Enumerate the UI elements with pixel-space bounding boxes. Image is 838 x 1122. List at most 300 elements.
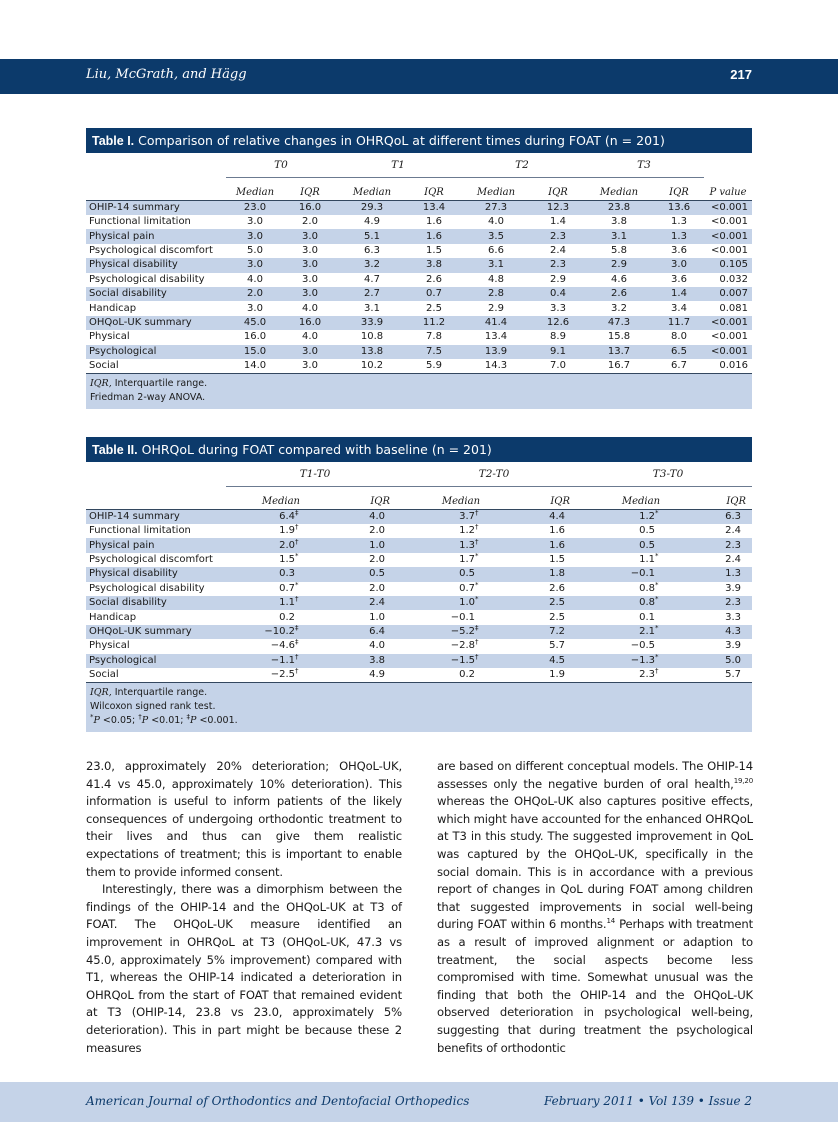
cell-value: 1.3 bbox=[459, 539, 476, 551]
table-2-grid bbox=[86, 462, 752, 682]
table-cell: 3.2 bbox=[611, 302, 627, 314]
table-cell: 16.0 bbox=[298, 202, 322, 213]
table-cell: 13.6 bbox=[667, 202, 691, 213]
table-row bbox=[86, 524, 752, 538]
cell-value: −0.1 bbox=[450, 611, 476, 623]
table-cell: 16.0 bbox=[243, 331, 267, 343]
table-cell: 0.105 bbox=[719, 259, 748, 271]
row-label: Psychological discomfort bbox=[89, 553, 213, 565]
row-label: Psychological bbox=[89, 345, 157, 357]
row-label: Physical pain bbox=[89, 539, 155, 551]
table-cell: −10.2‡ bbox=[264, 623, 299, 637]
column-header: Median bbox=[460, 178, 532, 201]
cell-value: 0.1 bbox=[639, 611, 656, 623]
table-cell: <0.001 bbox=[710, 345, 748, 357]
column-header: IQR bbox=[314, 487, 404, 510]
table-cell: 3.0 bbox=[247, 216, 263, 228]
table-row bbox=[86, 201, 752, 216]
table-cell bbox=[584, 639, 674, 653]
table-cell: 47.3 bbox=[607, 316, 631, 328]
cell-value: 1.9 bbox=[279, 525, 295, 537]
table-cell: 12.6 bbox=[546, 316, 570, 328]
table-cell: 1.3† bbox=[459, 537, 479, 551]
row-label: Physical disability bbox=[89, 259, 178, 271]
table-cell: 0.7* bbox=[279, 580, 299, 594]
table-row bbox=[86, 538, 752, 552]
table-cell bbox=[494, 538, 584, 552]
row-label: Social disability bbox=[89, 288, 167, 300]
table-cell: 3.1 bbox=[364, 302, 380, 314]
table-cell: 2.7 bbox=[364, 288, 380, 300]
table-cell: 3.5 bbox=[488, 230, 504, 242]
table-cell: 2.9 bbox=[550, 273, 566, 285]
table-cell: 13.4 bbox=[422, 202, 446, 213]
table-cell: 0.8* bbox=[639, 595, 659, 609]
cell-value: 2.0 bbox=[369, 553, 386, 565]
table-cell bbox=[314, 596, 404, 610]
table-cell bbox=[314, 553, 404, 567]
cell-value: 2.5 bbox=[549, 597, 566, 609]
table-cell: 3.4 bbox=[671, 302, 687, 314]
table-cell bbox=[494, 596, 584, 610]
cell-value: 2.1 bbox=[639, 625, 656, 637]
table-cell: 3.0 bbox=[247, 302, 263, 314]
table-cell: 9.1 bbox=[550, 345, 566, 357]
table-cell: 5.1 bbox=[364, 230, 380, 242]
table-cell: 1.3 bbox=[671, 216, 687, 228]
cell-value: −2.8 bbox=[450, 640, 476, 652]
table-cell: 1.5 bbox=[426, 244, 442, 256]
table-cell bbox=[314, 610, 404, 624]
row-label: OHQoL-UK summary bbox=[89, 316, 192, 328]
table-row bbox=[86, 287, 752, 301]
table-row bbox=[86, 345, 752, 359]
table-cell: 14.0 bbox=[243, 360, 267, 372]
table-cell: 2.1* bbox=[639, 623, 659, 637]
table-cell: 4.8 bbox=[488, 273, 504, 285]
table-cell: 7.8 bbox=[426, 331, 442, 343]
cell-value: 1.7 bbox=[459, 553, 476, 565]
table-cell: 2.4 bbox=[550, 244, 566, 256]
cell-value: 1.1 bbox=[279, 597, 295, 609]
table-row bbox=[86, 215, 752, 229]
cell-value: 2.3 bbox=[639, 669, 656, 681]
table-cell bbox=[584, 610, 674, 624]
cell-value: 0.8 bbox=[639, 582, 656, 594]
table-cell bbox=[226, 610, 314, 624]
table-cell: 0.8* bbox=[639, 580, 659, 594]
table-cell: 3.8 bbox=[611, 216, 627, 228]
table-cell: 6.3 bbox=[364, 244, 380, 256]
column-header: IQR bbox=[284, 178, 336, 201]
table-cell bbox=[404, 567, 494, 581]
group-header: T3 bbox=[584, 153, 704, 178]
column-header: Median bbox=[226, 487, 314, 510]
table-row bbox=[86, 567, 752, 581]
page-header bbox=[0, 59, 838, 94]
cell-value: 0.7 bbox=[279, 582, 295, 594]
cell-value: 5.7 bbox=[725, 669, 742, 681]
table-cell: <0.001 bbox=[710, 244, 748, 256]
table-2 bbox=[86, 437, 752, 732]
table-cell: 2.3 bbox=[550, 230, 566, 242]
table-cell bbox=[314, 639, 404, 653]
running-head-authors: Liu, McGrath, and Hägg bbox=[86, 67, 247, 82]
table-row bbox=[86, 244, 752, 258]
table-cell: 15.8 bbox=[607, 331, 631, 343]
table-cell: 1.5* bbox=[279, 551, 299, 565]
table-row bbox=[86, 316, 752, 330]
table-cell: −1.5† bbox=[450, 652, 479, 666]
table-cell: 3.0 bbox=[302, 230, 318, 242]
table-cell: 0.032 bbox=[719, 273, 748, 285]
cell-value: 1.0 bbox=[369, 611, 386, 623]
footnote: *P <0.05; †P <0.01; ‡P <0.001. bbox=[90, 713, 238, 727]
body-column-right bbox=[437, 758, 753, 1057]
table-cell: −1.3* bbox=[630, 652, 659, 666]
cell-value: 2.3 bbox=[725, 539, 742, 551]
table-cell: 13.7 bbox=[607, 345, 631, 357]
table-cell: 27.3 bbox=[484, 202, 508, 213]
cell-value: −4.6 bbox=[270, 640, 295, 652]
table-cell: 2.0 bbox=[247, 288, 263, 300]
cell-value: 4.5 bbox=[549, 654, 566, 666]
column-header: IQR bbox=[674, 487, 752, 510]
table-cell: 0.081 bbox=[719, 302, 748, 314]
table-cell bbox=[494, 625, 584, 639]
table-row bbox=[86, 330, 752, 344]
table-cell: 2.3 bbox=[550, 259, 566, 271]
table-row bbox=[86, 654, 752, 668]
table-cell bbox=[674, 668, 752, 682]
table-cell: 16.0 bbox=[298, 316, 322, 328]
row-label: OHIP-14 summary bbox=[89, 511, 180, 522]
table-cell bbox=[314, 668, 404, 682]
table-cell bbox=[674, 582, 752, 596]
table-cell: −4.6‡ bbox=[270, 638, 299, 652]
cell-value: 2.5 bbox=[549, 611, 566, 623]
cell-value: 2.3 bbox=[725, 597, 742, 609]
table-cell: 3.1 bbox=[611, 230, 627, 242]
table-cell: 1.1† bbox=[279, 595, 299, 609]
cell-value: 2.4 bbox=[725, 525, 742, 537]
table-cell: 3.0 bbox=[302, 288, 318, 300]
table-cell: 7.0 bbox=[550, 360, 566, 372]
table-cell: 1.1* bbox=[639, 551, 659, 565]
cell-value: 4.0 bbox=[369, 640, 386, 652]
cell-value: 3.3 bbox=[725, 611, 742, 623]
group-header: T0 bbox=[226, 153, 336, 178]
cell-value: 4.3 bbox=[725, 625, 742, 637]
table-cell: 5.0 bbox=[247, 244, 263, 256]
column-header: Median bbox=[584, 178, 654, 201]
cell-value: 2.4 bbox=[369, 597, 386, 609]
table-cell bbox=[584, 567, 674, 581]
group-header: T2 bbox=[460, 153, 584, 178]
table-cell: <0.001 bbox=[710, 316, 748, 328]
cell-value: −1.5 bbox=[450, 654, 476, 666]
column-header: IQR bbox=[532, 178, 584, 201]
table-cell bbox=[314, 538, 404, 552]
paragraph: 23.0, approximately 20% deterioration; OHQoL-UK, 41.4 vs 45.0, approximately 10% deterioration). This information is useful to inform patients of the likely consequences of undergoing orthodontic treatment to their lives and thus can give them realistic expectations of treatment; this is important to enable them to provide informed consent. bbox=[86, 759, 402, 879]
row-label: Social disability bbox=[89, 597, 167, 609]
column-header: IQR bbox=[494, 487, 584, 510]
table-cell: <0.001 bbox=[710, 216, 748, 228]
table-cell: −5.2‡ bbox=[450, 623, 479, 637]
row-label: Psychological disability bbox=[89, 582, 205, 594]
table-cell: 6.6 bbox=[488, 244, 504, 256]
table-cell: 5.9 bbox=[426, 360, 442, 372]
cell-value: 2.0 bbox=[369, 525, 386, 537]
column-header: Median bbox=[226, 178, 284, 201]
table-cell: 4.6 bbox=[611, 273, 627, 285]
row-label: Psychological discomfort bbox=[89, 244, 213, 256]
row-label: Physical bbox=[89, 331, 130, 343]
table-cell: 0.007 bbox=[719, 288, 748, 300]
cell-value: 4.0 bbox=[369, 511, 386, 522]
table-cell: 0.4 bbox=[550, 288, 566, 300]
table-cell bbox=[674, 567, 752, 581]
table-cell bbox=[226, 567, 314, 581]
table-cell bbox=[494, 639, 584, 653]
row-label: Physical pain bbox=[89, 230, 155, 242]
table-cell: 15.0 bbox=[243, 345, 267, 357]
cell-value: −0.1 bbox=[630, 568, 656, 580]
table-cell: 12.3 bbox=[546, 202, 570, 213]
cell-value: 3.7 bbox=[459, 511, 476, 522]
cell-value: 5.0 bbox=[725, 654, 742, 666]
footnote: IQR, Interquartile range. bbox=[90, 687, 208, 699]
cell-value: 1.5 bbox=[549, 553, 566, 565]
table-cell bbox=[584, 538, 674, 552]
table-cell bbox=[314, 654, 404, 668]
table-cell: 1.3 bbox=[671, 230, 687, 242]
issue-info: February 2011 • Vol 139 • Issue 2 bbox=[543, 1094, 752, 1108]
table-cell: 1.6 bbox=[426, 216, 442, 228]
table-cell: 0.7* bbox=[459, 580, 479, 594]
table-cell: 1.6 bbox=[426, 230, 442, 242]
table-cell: 2.6 bbox=[426, 273, 442, 285]
table-1-title: Table I. Comparison of relative changes in OHRQoL at different times during FOAT (n = 201) bbox=[86, 128, 752, 153]
table-row bbox=[86, 668, 752, 682]
cell-value: 1.5 bbox=[279, 553, 295, 565]
table-row bbox=[86, 582, 752, 596]
table-cell: 0.016 bbox=[719, 360, 748, 372]
table-cell: 6.7 bbox=[671, 360, 687, 372]
table-row bbox=[86, 510, 752, 525]
table-cell: 2.0 bbox=[302, 216, 318, 228]
table-cell: 4.0 bbox=[488, 216, 504, 228]
table-cell bbox=[674, 625, 752, 639]
row-label: Social bbox=[89, 360, 119, 372]
cell-value: 0.5 bbox=[639, 539, 656, 551]
table-cell: 0.7 bbox=[426, 288, 442, 300]
table-cell bbox=[674, 510, 752, 525]
cell-value: −2.5 bbox=[270, 669, 295, 681]
cell-value: −1.1 bbox=[270, 654, 295, 666]
table-cell bbox=[494, 567, 584, 581]
cell-value: −5.2 bbox=[450, 625, 476, 637]
row-label: Handicap bbox=[89, 302, 137, 314]
row-label: Social bbox=[89, 669, 119, 681]
table-cell: 11.2 bbox=[422, 316, 446, 328]
column-header: IQR bbox=[654, 178, 704, 201]
table-cell bbox=[674, 524, 752, 538]
table-cell: 1.9† bbox=[279, 523, 299, 537]
cell-value: 0.3 bbox=[279, 568, 295, 580]
cell-value: 6.3 bbox=[725, 511, 742, 522]
cell-value: 2.0 bbox=[279, 539, 295, 551]
column-header: Median bbox=[404, 487, 494, 510]
cell-value: 4.4 bbox=[549, 511, 566, 522]
table-cell bbox=[674, 610, 752, 624]
table-cell bbox=[674, 538, 752, 552]
column-header: IQR bbox=[408, 178, 460, 201]
table-cell: 7.5 bbox=[426, 345, 442, 357]
table-cell bbox=[674, 639, 752, 653]
table-1-footnotes bbox=[86, 373, 752, 409]
table-cell: 3.1 bbox=[488, 259, 504, 271]
table-cell: <0.001 bbox=[710, 230, 748, 242]
table-row bbox=[86, 359, 752, 373]
cell-value: 1.2 bbox=[639, 511, 656, 522]
column-header: P value bbox=[704, 178, 752, 201]
table-cell: 2.9 bbox=[488, 302, 504, 314]
table-row bbox=[86, 273, 752, 287]
row-label: Psychological bbox=[89, 654, 157, 666]
table-cell bbox=[314, 567, 404, 581]
table-cell: 8.0 bbox=[671, 331, 687, 343]
page-number: 217 bbox=[730, 67, 752, 82]
table-cell: 3.7† bbox=[459, 509, 479, 522]
table-row bbox=[86, 553, 752, 567]
table-cell: 2.0† bbox=[279, 537, 299, 551]
table-row bbox=[86, 301, 752, 315]
table-cell bbox=[314, 625, 404, 639]
table-cell bbox=[494, 668, 584, 682]
table-cell bbox=[494, 553, 584, 567]
footnote: IQR, Interquartile range. bbox=[90, 378, 208, 390]
table-cell: 2.3† bbox=[639, 667, 659, 681]
cell-value: 0.2 bbox=[459, 669, 476, 681]
row-label: Functional limitation bbox=[89, 525, 191, 537]
citation[interactable]: 19,20 bbox=[733, 776, 753, 785]
row-label: Functional limitation bbox=[89, 216, 191, 228]
table-cell bbox=[314, 582, 404, 596]
paragraph: are based on different conceptual models. The OHIP-14 assesses only the negative burden of oral health,$^{19,20}$ whereas the OHQoL-UK also captures positive effects, which might have accounted for the enhanced OHRQoL at T3 in this study. The suggested improvement in QoL was captured by the OHQoL-UK, specifically in the social domain. This is in accordance with a previous report of changes in QoL during FOAT among children that suggested improvements in social well-being during FOAT within 6 months.$^{14}$ Perhaps with treatment as a result of improved alignment or adaption to treatment, the social aspects become less compromised with time. Somewhat unusual was the finding that both the OHIP-14 and the OHQoL-UK observed deterioration in psychological well-being, suggesting that during treatment the psychological benefits of orthodontic bbox=[437, 759, 754, 1055]
table-cell bbox=[404, 668, 494, 682]
table-row bbox=[86, 258, 752, 272]
column-header: Median bbox=[336, 178, 408, 201]
group-header: T1-T0 bbox=[226, 462, 404, 487]
table-cell: 2.8 bbox=[488, 288, 504, 300]
table-cell: 13.4 bbox=[484, 331, 508, 343]
cell-value: 0.2 bbox=[279, 611, 295, 623]
table-cell bbox=[494, 524, 584, 538]
cell-value: 3.9 bbox=[725, 582, 742, 594]
table-1 bbox=[86, 128, 752, 409]
cell-value: 0.5 bbox=[639, 525, 656, 537]
table-cell: 23.0 bbox=[243, 202, 267, 213]
table-2-footnotes bbox=[86, 682, 752, 732]
table-cell: 1.0* bbox=[459, 595, 479, 609]
group-header: T2-T0 bbox=[404, 462, 584, 487]
table-cell: 4.9 bbox=[364, 216, 380, 228]
table-cell: 11.7 bbox=[667, 316, 691, 328]
table-cell: 2.9 bbox=[611, 259, 627, 271]
table-cell: 3.0 bbox=[302, 360, 318, 372]
group-header: T3-T0 bbox=[584, 462, 752, 487]
table-cell: 8.9 bbox=[550, 331, 566, 343]
table-cell bbox=[584, 524, 674, 538]
cell-value: 1.9 bbox=[549, 669, 566, 681]
cell-value: 6.4 bbox=[369, 625, 386, 637]
table-cell bbox=[494, 510, 584, 525]
table-cell: 10.2 bbox=[360, 360, 384, 372]
table-row bbox=[86, 229, 752, 243]
citation[interactable]: 14 bbox=[606, 917, 616, 926]
row-label: Psychological disability bbox=[89, 273, 205, 285]
table-cell: −2.5† bbox=[270, 667, 299, 681]
cell-value: 1.2 bbox=[459, 525, 476, 537]
table-cell bbox=[494, 582, 584, 596]
table-cell: 3.0 bbox=[302, 244, 318, 256]
table-cell: 3.6 bbox=[671, 273, 687, 285]
cell-value: 3.8 bbox=[369, 654, 386, 666]
cell-value: 7.2 bbox=[549, 625, 566, 637]
cell-value: 1.6 bbox=[549, 539, 566, 551]
table-cell: 3.0 bbox=[671, 259, 687, 271]
table-cell: 16.7 bbox=[607, 360, 631, 372]
cell-value: 2.6 bbox=[549, 582, 566, 594]
cell-value: 0.8 bbox=[639, 597, 656, 609]
table-cell: 3.0 bbox=[302, 259, 318, 271]
row-label: OHIP-14 summary bbox=[89, 202, 180, 213]
table-cell: 10.8 bbox=[360, 331, 384, 343]
cell-value: 5.7 bbox=[549, 640, 566, 652]
table-cell: 3.6 bbox=[671, 244, 687, 256]
table-cell: 3.8 bbox=[426, 259, 442, 271]
table-cell: 6.4‡ bbox=[279, 509, 299, 522]
table-cell: 23.8 bbox=[607, 202, 631, 213]
table-cell: 3.0 bbox=[247, 259, 263, 271]
cell-value: −0.5 bbox=[630, 640, 656, 652]
group-header: T1 bbox=[336, 153, 460, 178]
table-row bbox=[86, 596, 752, 610]
table-cell: 3.0 bbox=[302, 273, 318, 285]
cell-value: 1.6 bbox=[549, 525, 566, 537]
cell-value: 0.5 bbox=[459, 568, 476, 580]
table-cell: <0.001 bbox=[710, 331, 748, 343]
table-cell: 2.6 bbox=[611, 288, 627, 300]
table-cell: 1.4 bbox=[550, 216, 566, 228]
row-label: Physical bbox=[89, 640, 130, 652]
row-label: Physical disability bbox=[89, 568, 178, 580]
row-label: Handicap bbox=[89, 611, 137, 623]
table-cell: 3.0 bbox=[247, 230, 263, 242]
table-cell: 45.0 bbox=[243, 316, 267, 328]
cell-value: 0.7 bbox=[459, 582, 476, 594]
cell-value: 6.4 bbox=[279, 511, 295, 522]
cell-value: −10.2 bbox=[264, 625, 295, 637]
table-row bbox=[86, 625, 752, 639]
table-cell: 3.0 bbox=[302, 345, 318, 357]
table-cell: 5.8 bbox=[611, 244, 627, 256]
table-cell bbox=[314, 510, 404, 525]
cell-value: 2.4 bbox=[725, 553, 742, 565]
table-cell: 6.5 bbox=[671, 345, 687, 357]
table-cell: 3.3 bbox=[550, 302, 566, 314]
